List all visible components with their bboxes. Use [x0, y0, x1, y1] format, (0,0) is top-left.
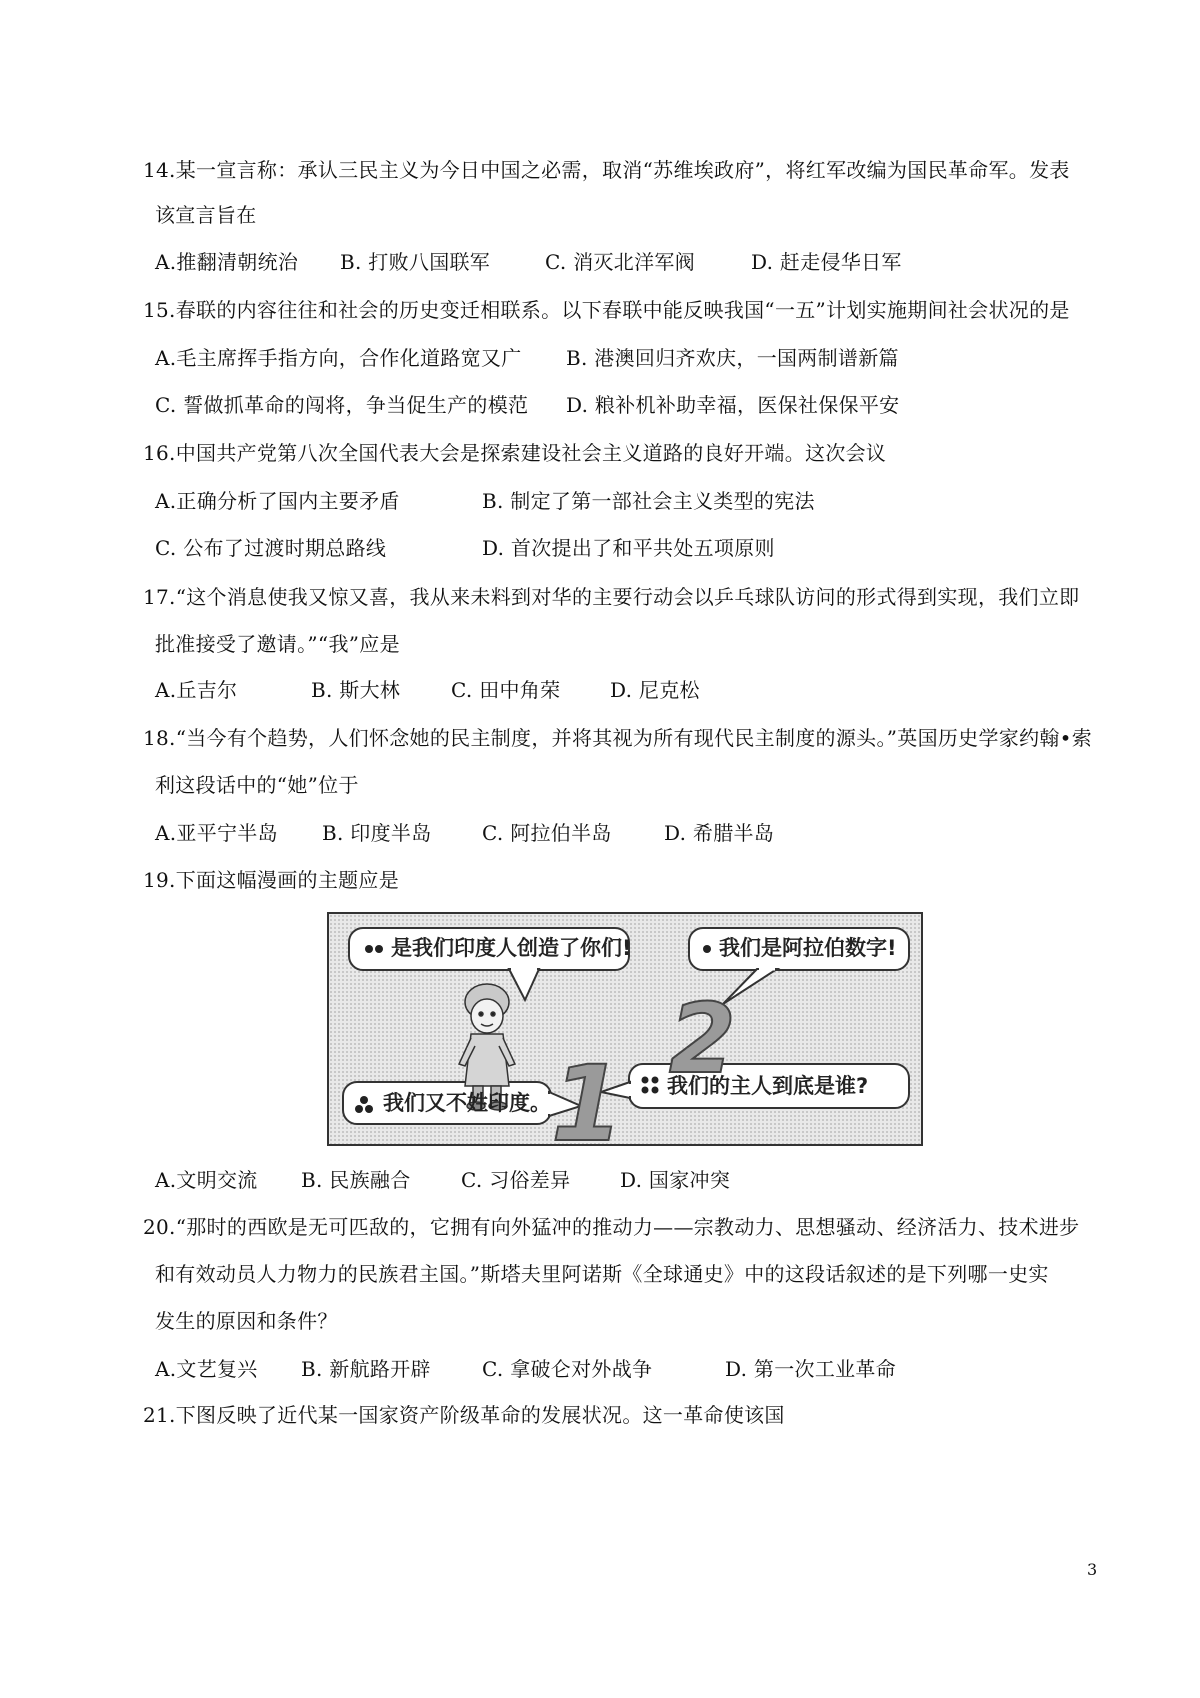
question-number: 18. [143, 726, 176, 750]
option-c: C. 习俗差异 [461, 1168, 571, 1192]
option-c: C. 田中角荣 [451, 678, 561, 702]
question-17-line2: 批准接受了邀请。”“我”应是 [155, 632, 400, 656]
question-16-line1: 16.中国共产党第八次全国代表大会是探索建设社会主义道路的良好开端。这次会议 [143, 441, 887, 465]
cartoon-figure [327, 912, 923, 1146]
question-15-line1: 15.春联的内容往往和社会的历史变迁相联系。以下春联中能反映我国“一五”计划实施期间社会状况的是 [143, 298, 1070, 322]
option-a: A.正确分析了国内主要矛盾 [155, 489, 400, 513]
question-number: 20. [143, 1215, 176, 1239]
option-d: D. 希腊半岛 [664, 821, 775, 845]
option-c: C. 公布了过渡时期总路线 [155, 536, 387, 560]
question-21-line1: 21.下图反映了近代某一国家资产阶级革命的发展状况。这一革命使该国 [143, 1403, 785, 1427]
option-a: A.丘吉尔 [155, 678, 238, 702]
option-b: B. 民族融合 [301, 1168, 411, 1192]
option-b: B. 斯大林 [311, 678, 401, 702]
question-number: 15. [143, 298, 176, 322]
question-14-line2: 该宣言旨在 [155, 203, 257, 227]
question-number: 17. [143, 585, 176, 609]
question-18-line1: 18.“当今有个趋势，人们怀念她的民主制度，并将其视为所有现代民主制度的源头。”英国历史学家约翰•索 [143, 726, 1093, 750]
option-a: A.推翻清朝统治 [155, 250, 299, 274]
option-b: B. 新航路开辟 [301, 1357, 431, 1381]
option-d: D. 首次提出了和平共处五项原则 [482, 536, 775, 560]
question-20-line1: 20.“那时的西欧是无可匹敌的，它拥有向外猛冲的推动力——宗教动力、思想骚动、经济活力、技术进步 [143, 1215, 1080, 1239]
speech-bubble-tail [509, 969, 539, 1000]
option-b: B. 打败八国联军 [340, 250, 491, 274]
option-d: D. 国家冲突 [620, 1168, 731, 1192]
bubble-text-one-left: 我们又不姓印度。 [383, 1091, 551, 1115]
option-d: D. 尼克松 [610, 678, 700, 702]
bubble-text-two: 我们是阿拉伯数字! [719, 936, 897, 960]
option-d: D. 粮补机补助幸福，医保社保保平安 [566, 393, 900, 417]
question-14-line1: 14.某一宣言称：承认三民主义为今日中国之必需，取消“苏维埃政府”，将红军改编为国民革命军。发表 [143, 158, 1070, 182]
question-18-line2: 利这段话中的“她”位于 [155, 773, 359, 797]
question-number: 19. [143, 868, 176, 892]
option-a: A.亚平宁半岛 [155, 821, 278, 845]
option-c: C. 拿破仑对外战争 [482, 1357, 653, 1381]
option-c: C. 阿拉伯半岛 [482, 821, 612, 845]
question-20-line2: 和有效动员人力物力的民族君主国。”斯塔夫里阿诺斯《全球通史》中的这段话叙述的是下列哪一史实 [155, 1262, 1049, 1286]
option-c: C. 消灭北洋军阀 [545, 250, 696, 274]
option-a: A.文艺复兴 [155, 1357, 258, 1381]
question-17-line1: 17.“这个消息使我又惊又喜，我从来未料到对华的主要行动会以乒乓球队访问的形式得到实现，我们立即 [143, 585, 1080, 609]
question-19-line1: 19.下面这幅漫画的主题应是 [143, 868, 400, 892]
question-number: 14. [143, 158, 176, 182]
question-number: 21. [143, 1403, 176, 1427]
bubble-text-one-right: 我们的主人到底是谁? [667, 1074, 869, 1098]
option-b: B. 港澳回归齐欢庆，一国两制谱新篇 [566, 346, 899, 370]
page-number: 3 [1087, 1560, 1098, 1579]
option-c: C. 誓做抓革命的闯将，争当促生产的模范 [155, 393, 529, 417]
question-number: 16. [143, 441, 176, 465]
bubble-text-indian: 是我们印度人创造了你们! [391, 936, 632, 960]
numeral-one: 1 [551, 1043, 624, 1148]
option-b: B. 制定了第一部社会主义类型的宪法 [482, 489, 815, 513]
option-a: A.文明交流 [155, 1168, 258, 1192]
option-a: A.毛主席挥手指方向，合作化道路宽又广 [155, 346, 522, 370]
three-dots-icon [355, 1105, 363, 1113]
option-d: D. 第一次工业革命 [725, 1357, 897, 1381]
numeral-two: 2 [669, 983, 736, 1095]
question-20-line3: 发生的原因和条件？ [155, 1309, 338, 1333]
option-d: D. 赶走侵华日军 [751, 250, 902, 274]
option-b: B. 印度半岛 [322, 821, 432, 845]
four-dots-icon [642, 1077, 649, 1084]
two-dots-icon [365, 945, 373, 953]
one-dot-icon [703, 945, 711, 953]
